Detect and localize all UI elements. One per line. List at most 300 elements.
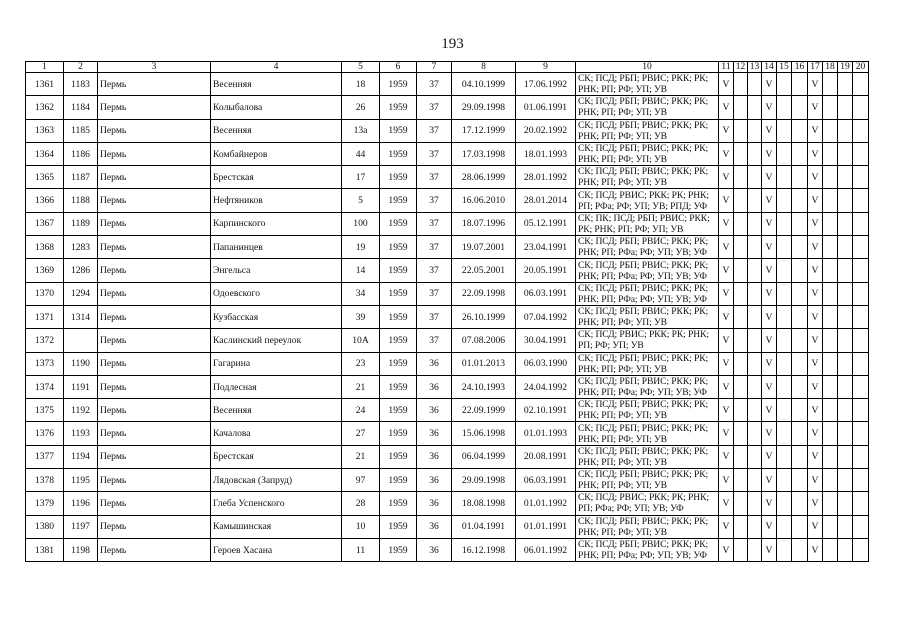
house-number-cell: 21	[342, 445, 380, 468]
flag-cell-col-16	[792, 445, 808, 468]
city-cell: Пермь	[98, 399, 211, 422]
flag-cell-col-18	[823, 73, 838, 96]
flag-cell-col-14: V	[762, 142, 777, 165]
date-two-cell: 20.05.1991	[516, 259, 576, 282]
house-number-cell: 10	[342, 515, 380, 538]
registry-id-cell: 1198	[64, 538, 98, 561]
work-codes-cell: СК; ПСД; РБП; РВИС; РКК; РК; РНК; РП; РФа; РФ; УП; УВ; УФ	[576, 375, 719, 398]
code-cell: 37	[417, 305, 452, 328]
city-cell: Пермь	[98, 212, 211, 235]
column-header-13: 13	[748, 62, 762, 73]
date-one-cell: 18.08.1998	[452, 492, 516, 515]
flag-cell-col-12	[734, 73, 748, 96]
flag-cell-col-12	[734, 352, 748, 375]
flag-cell-col-16	[792, 352, 808, 375]
flag-cell-col-12	[734, 282, 748, 305]
registry-id-cell: 1197	[64, 515, 98, 538]
flag-cell-col-19	[838, 399, 853, 422]
flag-cell-col-11: V	[719, 305, 734, 328]
city-cell: Пермь	[98, 352, 211, 375]
flag-cell-col-13	[748, 352, 762, 375]
flag-cell-col-13	[748, 96, 762, 119]
record-number-cell: 1368	[26, 236, 64, 259]
flag-cell-col-14: V	[762, 375, 777, 398]
street-cell: Гагарина	[211, 352, 342, 375]
flag-cell-col-15	[777, 399, 792, 422]
flag-cell-col-12	[734, 259, 748, 282]
flag-cell-col-16	[792, 469, 808, 492]
house-number-cell: 17	[342, 166, 380, 189]
flag-cell-col-19	[838, 119, 853, 142]
flag-cell-col-14: V	[762, 96, 777, 119]
flag-cell-col-17: V	[808, 375, 823, 398]
flag-cell-col-16	[792, 282, 808, 305]
flag-cell-col-17: V	[808, 492, 823, 515]
table-row	[26, 399, 869, 422]
flag-cell-col-11: V	[719, 469, 734, 492]
flag-cell-col-15	[777, 422, 792, 445]
record-number-cell: 1371	[26, 305, 64, 328]
work-codes-cell: СК; ПСД; РБП; РВИС; РКК; РК; РНК; РП; РФ; УП; УВ	[576, 119, 719, 142]
flag-cell-col-14: V	[762, 259, 777, 282]
flag-cell-col-13	[748, 236, 762, 259]
house-number-cell: 11	[342, 538, 380, 561]
flag-cell-col-15	[777, 515, 792, 538]
flag-cell-col-18	[823, 212, 838, 235]
flag-cell-col-11: V	[719, 375, 734, 398]
work-codes-cell: СК; ПК; ПСД; РБП; РВИС; РКК; РК; РНК; РП; РФ; УП; УВ	[576, 212, 719, 235]
flag-cell-col-14: V	[762, 236, 777, 259]
date-one-cell: 28.06.1999	[452, 166, 516, 189]
record-number-cell: 1379	[26, 492, 64, 515]
flag-cell-col-18	[823, 538, 838, 561]
table-row	[26, 236, 869, 259]
flag-cell-col-20	[853, 119, 869, 142]
house-number-cell: 19	[342, 236, 380, 259]
street-cell: Комбайнеров	[211, 142, 342, 165]
flag-cell-col-11: V	[719, 399, 734, 422]
street-cell: Героев Хасана	[211, 538, 342, 561]
flag-cell-col-11: V	[719, 515, 734, 538]
flag-cell-col-14: V	[762, 189, 777, 212]
flag-cell-col-19	[838, 375, 853, 398]
column-header-20: 20	[853, 62, 869, 73]
record-number-cell: 1362	[26, 96, 64, 119]
flag-cell-col-12	[734, 236, 748, 259]
code-cell: 37	[417, 73, 452, 96]
record-number-cell: 1361	[26, 73, 64, 96]
flag-cell-col-15	[777, 375, 792, 398]
flag-cell-col-16	[792, 422, 808, 445]
table-row	[26, 352, 869, 375]
column-header-4: 4	[211, 62, 342, 73]
flag-cell-col-20	[853, 166, 869, 189]
date-two-cell: 07.04.1992	[516, 305, 576, 328]
housing-register-table	[25, 61, 869, 562]
flag-cell-col-13	[748, 119, 762, 142]
flag-cell-col-17: V	[808, 515, 823, 538]
work-codes-cell: СК; ПСД; РБП; РВИС; РКК; РК; РНК; РП; РФ; УП; УВ	[576, 445, 719, 468]
column-header-16: 16	[792, 62, 808, 73]
column-header-11: 11	[719, 62, 734, 73]
street-cell: Лядовская (Запруд)	[211, 469, 342, 492]
build-year-cell: 1959	[380, 119, 417, 142]
column-header-9: 9	[516, 62, 576, 73]
flag-cell-col-17: V	[808, 422, 823, 445]
flag-cell-col-13	[748, 73, 762, 96]
build-year-cell: 1959	[380, 142, 417, 165]
flag-cell-col-20	[853, 236, 869, 259]
house-number-cell: 39	[342, 305, 380, 328]
registry-id-cell: 1188	[64, 189, 98, 212]
flag-cell-col-20	[853, 538, 869, 561]
street-cell: Карпинского	[211, 212, 342, 235]
work-codes-cell: СК; ПСД; РБП; РВИС; РКК; РК; РНК; РП; РФ; УП; УВ	[576, 422, 719, 445]
column-header-8: 8	[452, 62, 516, 73]
flag-cell-col-14: V	[762, 305, 777, 328]
date-one-cell: 22.09.1998	[452, 282, 516, 305]
flag-cell-col-15	[777, 469, 792, 492]
table-row	[26, 375, 869, 398]
flag-cell-col-19	[838, 329, 853, 352]
registry-id-cell: 1195	[64, 469, 98, 492]
table-row	[26, 329, 869, 352]
flag-cell-col-11: V	[719, 492, 734, 515]
house-number-cell: 100	[342, 212, 380, 235]
code-cell: 37	[417, 96, 452, 119]
column-header-12: 12	[734, 62, 748, 73]
flag-cell-col-15	[777, 73, 792, 96]
flag-cell-col-16	[792, 142, 808, 165]
flag-cell-col-12	[734, 445, 748, 468]
flag-cell-col-13	[748, 189, 762, 212]
column-header-18: 18	[823, 62, 838, 73]
date-two-cell: 20.02.1992	[516, 119, 576, 142]
flag-cell-col-20	[853, 96, 869, 119]
flag-cell-col-17: V	[808, 538, 823, 561]
registry-id-cell: 1193	[64, 422, 98, 445]
flag-cell-col-13	[748, 142, 762, 165]
flag-cell-col-19	[838, 259, 853, 282]
column-header-3: 3	[98, 62, 211, 73]
street-cell: Камышинская	[211, 515, 342, 538]
build-year-cell: 1959	[380, 375, 417, 398]
flag-cell-col-15	[777, 189, 792, 212]
registry-id-cell: 1184	[64, 96, 98, 119]
flag-cell-col-11: V	[719, 329, 734, 352]
registry-id-cell: 1183	[64, 73, 98, 96]
flag-cell-col-17: V	[808, 259, 823, 282]
build-year-cell: 1959	[380, 399, 417, 422]
flag-cell-col-13	[748, 515, 762, 538]
date-one-cell: 04.10.1999	[452, 73, 516, 96]
street-cell: Весенняя	[211, 399, 342, 422]
flag-cell-col-18	[823, 515, 838, 538]
flag-cell-col-14: V	[762, 515, 777, 538]
flag-cell-col-18	[823, 119, 838, 142]
flag-cell-col-17: V	[808, 96, 823, 119]
flag-cell-col-15	[777, 166, 792, 189]
table-row	[26, 445, 869, 468]
registry-id-cell: 1189	[64, 212, 98, 235]
column-header-19: 19	[838, 62, 853, 73]
city-cell: Пермь	[98, 73, 211, 96]
flag-cell-col-19	[838, 538, 853, 561]
table-row	[26, 538, 869, 561]
flag-cell-col-18	[823, 469, 838, 492]
record-number-cell: 1372	[26, 329, 64, 352]
house-number-cell: 24	[342, 399, 380, 422]
flag-cell-col-11: V	[719, 166, 734, 189]
build-year-cell: 1959	[380, 166, 417, 189]
flag-cell-col-16	[792, 305, 808, 328]
registry-id-cell: 1187	[64, 166, 98, 189]
build-year-cell: 1959	[380, 422, 417, 445]
flag-cell-col-20	[853, 352, 869, 375]
flag-cell-col-16	[792, 212, 808, 235]
record-number-cell: 1365	[26, 166, 64, 189]
flag-cell-col-16	[792, 96, 808, 119]
record-number-cell: 1378	[26, 469, 64, 492]
table-row	[26, 96, 869, 119]
flag-cell-col-16	[792, 236, 808, 259]
column-header-10: 10	[576, 62, 719, 73]
code-cell: 37	[417, 282, 452, 305]
flag-cell-col-18	[823, 282, 838, 305]
flag-cell-col-18	[823, 305, 838, 328]
flag-cell-col-14: V	[762, 282, 777, 305]
flag-cell-col-14: V	[762, 399, 777, 422]
date-two-cell: 01.06.1991	[516, 96, 576, 119]
work-codes-cell: СК; ПСД; РБП; РВИС; РКК; РК; РНК; РП; РФа; РФ; УП; УВ; УФ	[576, 259, 719, 282]
date-two-cell: 06.03.1991	[516, 282, 576, 305]
flag-cell-col-20	[853, 329, 869, 352]
flag-cell-col-12	[734, 142, 748, 165]
table-row	[26, 515, 869, 538]
code-cell: 36	[417, 422, 452, 445]
house-number-cell: 44	[342, 142, 380, 165]
flag-cell-col-18	[823, 375, 838, 398]
work-codes-cell: СК; ПСД; РБП; РВИС; РКК; РК; РНК; РП; РФа; РФ; УП; УВ; УФ	[576, 282, 719, 305]
record-number-cell: 1381	[26, 538, 64, 561]
registry-id-cell: 1185	[64, 119, 98, 142]
flag-cell-col-18	[823, 422, 838, 445]
flag-cell-col-20	[853, 515, 869, 538]
flag-cell-col-18	[823, 142, 838, 165]
flag-cell-col-19	[838, 422, 853, 445]
build-year-cell: 1959	[380, 352, 417, 375]
flag-cell-col-14: V	[762, 469, 777, 492]
table-row	[26, 492, 869, 515]
flag-cell-col-11: V	[719, 212, 734, 235]
column-header-14: 14	[762, 62, 777, 73]
registry-id-cell: 1192	[64, 399, 98, 422]
street-cell: Энгельса	[211, 259, 342, 282]
code-cell: 36	[417, 515, 452, 538]
registry-id-cell: 1294	[64, 282, 98, 305]
table-row	[26, 166, 869, 189]
flag-cell-col-19	[838, 166, 853, 189]
flag-cell-col-15	[777, 119, 792, 142]
record-number-cell: 1380	[26, 515, 64, 538]
flag-cell-col-18	[823, 445, 838, 468]
date-one-cell: 01.04.1991	[452, 515, 516, 538]
flag-cell-col-17: V	[808, 352, 823, 375]
house-number-cell: 97	[342, 469, 380, 492]
code-cell: 36	[417, 538, 452, 561]
street-cell: Каслинский переулок	[211, 329, 342, 352]
flag-cell-col-14: V	[762, 538, 777, 561]
flag-cell-col-20	[853, 375, 869, 398]
build-year-cell: 1959	[380, 282, 417, 305]
code-cell: 36	[417, 469, 452, 492]
table-row	[26, 282, 869, 305]
code-cell: 37	[417, 329, 452, 352]
code-cell: 37	[417, 189, 452, 212]
flag-cell-col-12	[734, 469, 748, 492]
flag-cell-col-14: V	[762, 352, 777, 375]
city-cell: Пермь	[98, 96, 211, 119]
flag-cell-col-12	[734, 538, 748, 561]
registry-id-cell: 1194	[64, 445, 98, 468]
work-codes-cell: СК; ПСД; РБП; РВИС; РКК; РК; РНК; РП; РФа; РФ; УП; УВ; УФ	[576, 538, 719, 561]
flag-cell-col-14: V	[762, 445, 777, 468]
flag-cell-col-15	[777, 259, 792, 282]
flag-cell-col-15	[777, 236, 792, 259]
flag-cell-col-17: V	[808, 119, 823, 142]
date-two-cell: 28.01.1992	[516, 166, 576, 189]
code-cell: 36	[417, 352, 452, 375]
flag-cell-col-15	[777, 212, 792, 235]
flag-cell-col-17: V	[808, 329, 823, 352]
flag-cell-col-19	[838, 189, 853, 212]
flag-cell-col-14: V	[762, 329, 777, 352]
date-two-cell: 06.01.1992	[516, 538, 576, 561]
flag-cell-col-11: V	[719, 73, 734, 96]
house-number-cell: 28	[342, 492, 380, 515]
work-codes-cell: СК; ПСД; РВИС; РКК; РК; РНК; РП; РФа; РФ; УП; УВ; РПД; УФ	[576, 189, 719, 212]
flag-cell-col-13	[748, 282, 762, 305]
date-two-cell: 18.01.1993	[516, 142, 576, 165]
city-cell: Пермь	[98, 329, 211, 352]
flag-cell-col-16	[792, 538, 808, 561]
street-cell: Качалова	[211, 422, 342, 445]
flag-cell-col-12	[734, 375, 748, 398]
flag-cell-col-11: V	[719, 445, 734, 468]
flag-cell-col-14: V	[762, 73, 777, 96]
house-number-cell: 10А	[342, 329, 380, 352]
date-one-cell: 18.07.1996	[452, 212, 516, 235]
street-cell: Весенняя	[211, 73, 342, 96]
flag-cell-col-11: V	[719, 96, 734, 119]
column-header-5: 5	[342, 62, 380, 73]
date-one-cell: 26.10.1999	[452, 305, 516, 328]
house-number-cell: 13а	[342, 119, 380, 142]
flag-cell-col-12	[734, 422, 748, 445]
date-two-cell: 02.10.1991	[516, 399, 576, 422]
city-cell: Пермь	[98, 422, 211, 445]
flag-cell-col-20	[853, 189, 869, 212]
table-row	[26, 422, 869, 445]
flag-cell-col-17: V	[808, 469, 823, 492]
work-codes-cell: СК; ПСД; РБП; РВИС; РКК; РК; РНК; РП; РФ; УП; УВ	[576, 142, 719, 165]
street-cell: Нефтяников	[211, 189, 342, 212]
street-cell: Брестская	[211, 166, 342, 189]
flag-cell-col-14: V	[762, 212, 777, 235]
city-cell: Пермь	[98, 469, 211, 492]
registry-id-cell: 1191	[64, 375, 98, 398]
date-two-cell: 01.01.1991	[516, 515, 576, 538]
city-cell: Пермь	[98, 445, 211, 468]
table-row	[26, 119, 869, 142]
house-number-cell: 23	[342, 352, 380, 375]
house-number-cell: 34	[342, 282, 380, 305]
flag-cell-col-12	[734, 492, 748, 515]
table-row	[26, 259, 869, 282]
table-row	[26, 305, 869, 328]
flag-cell-col-16	[792, 399, 808, 422]
flag-cell-col-11: V	[719, 259, 734, 282]
flag-cell-col-16	[792, 166, 808, 189]
flag-cell-col-16	[792, 515, 808, 538]
work-codes-cell: СК; ПСД; РВИС; РКК; РК; РНК; РП; РФ; УП; УВ	[576, 329, 719, 352]
page-number: 193	[441, 36, 464, 52]
code-cell: 36	[417, 375, 452, 398]
work-codes-cell: СК; ПСД; РБП; РВИС; РКК; РК; РНК; РП; РФ; УП; УВ	[576, 352, 719, 375]
date-one-cell: 01.01.2013	[452, 352, 516, 375]
city-cell: Пермь	[98, 236, 211, 259]
flag-cell-col-13	[748, 212, 762, 235]
record-number-cell: 1375	[26, 399, 64, 422]
build-year-cell: 1959	[380, 492, 417, 515]
date-one-cell: 17.12.1999	[452, 119, 516, 142]
flag-cell-col-11: V	[719, 236, 734, 259]
build-year-cell: 1959	[380, 212, 417, 235]
flag-cell-col-11: V	[719, 189, 734, 212]
flag-cell-col-13	[748, 259, 762, 282]
city-cell: Пермь	[98, 515, 211, 538]
flag-cell-col-20	[853, 142, 869, 165]
flag-cell-col-19	[838, 142, 853, 165]
build-year-cell: 1959	[380, 96, 417, 119]
flag-cell-col-14: V	[762, 166, 777, 189]
flag-cell-col-15	[777, 142, 792, 165]
flag-cell-col-20	[853, 212, 869, 235]
flag-cell-col-20	[853, 422, 869, 445]
registry-id-cell: 1286	[64, 259, 98, 282]
date-one-cell: 16.12.1998	[452, 538, 516, 561]
flag-cell-col-11: V	[719, 142, 734, 165]
date-two-cell: 24.04.1992	[516, 375, 576, 398]
build-year-cell: 1959	[380, 236, 417, 259]
flag-cell-col-13	[748, 399, 762, 422]
registry-id-cell: 1283	[64, 236, 98, 259]
flag-cell-col-19	[838, 352, 853, 375]
record-number-cell: 1363	[26, 119, 64, 142]
date-one-cell: 19.07.2001	[452, 236, 516, 259]
flag-cell-col-17: V	[808, 73, 823, 96]
table-row	[26, 142, 869, 165]
date-two-cell: 28.01.2014	[516, 189, 576, 212]
code-cell: 36	[417, 399, 452, 422]
flag-cell-col-19	[838, 282, 853, 305]
flag-cell-col-16	[792, 259, 808, 282]
build-year-cell: 1959	[380, 515, 417, 538]
column-header-7: 7	[417, 62, 452, 73]
code-cell: 36	[417, 445, 452, 468]
build-year-cell: 1959	[380, 73, 417, 96]
column-header-15: 15	[777, 62, 792, 73]
